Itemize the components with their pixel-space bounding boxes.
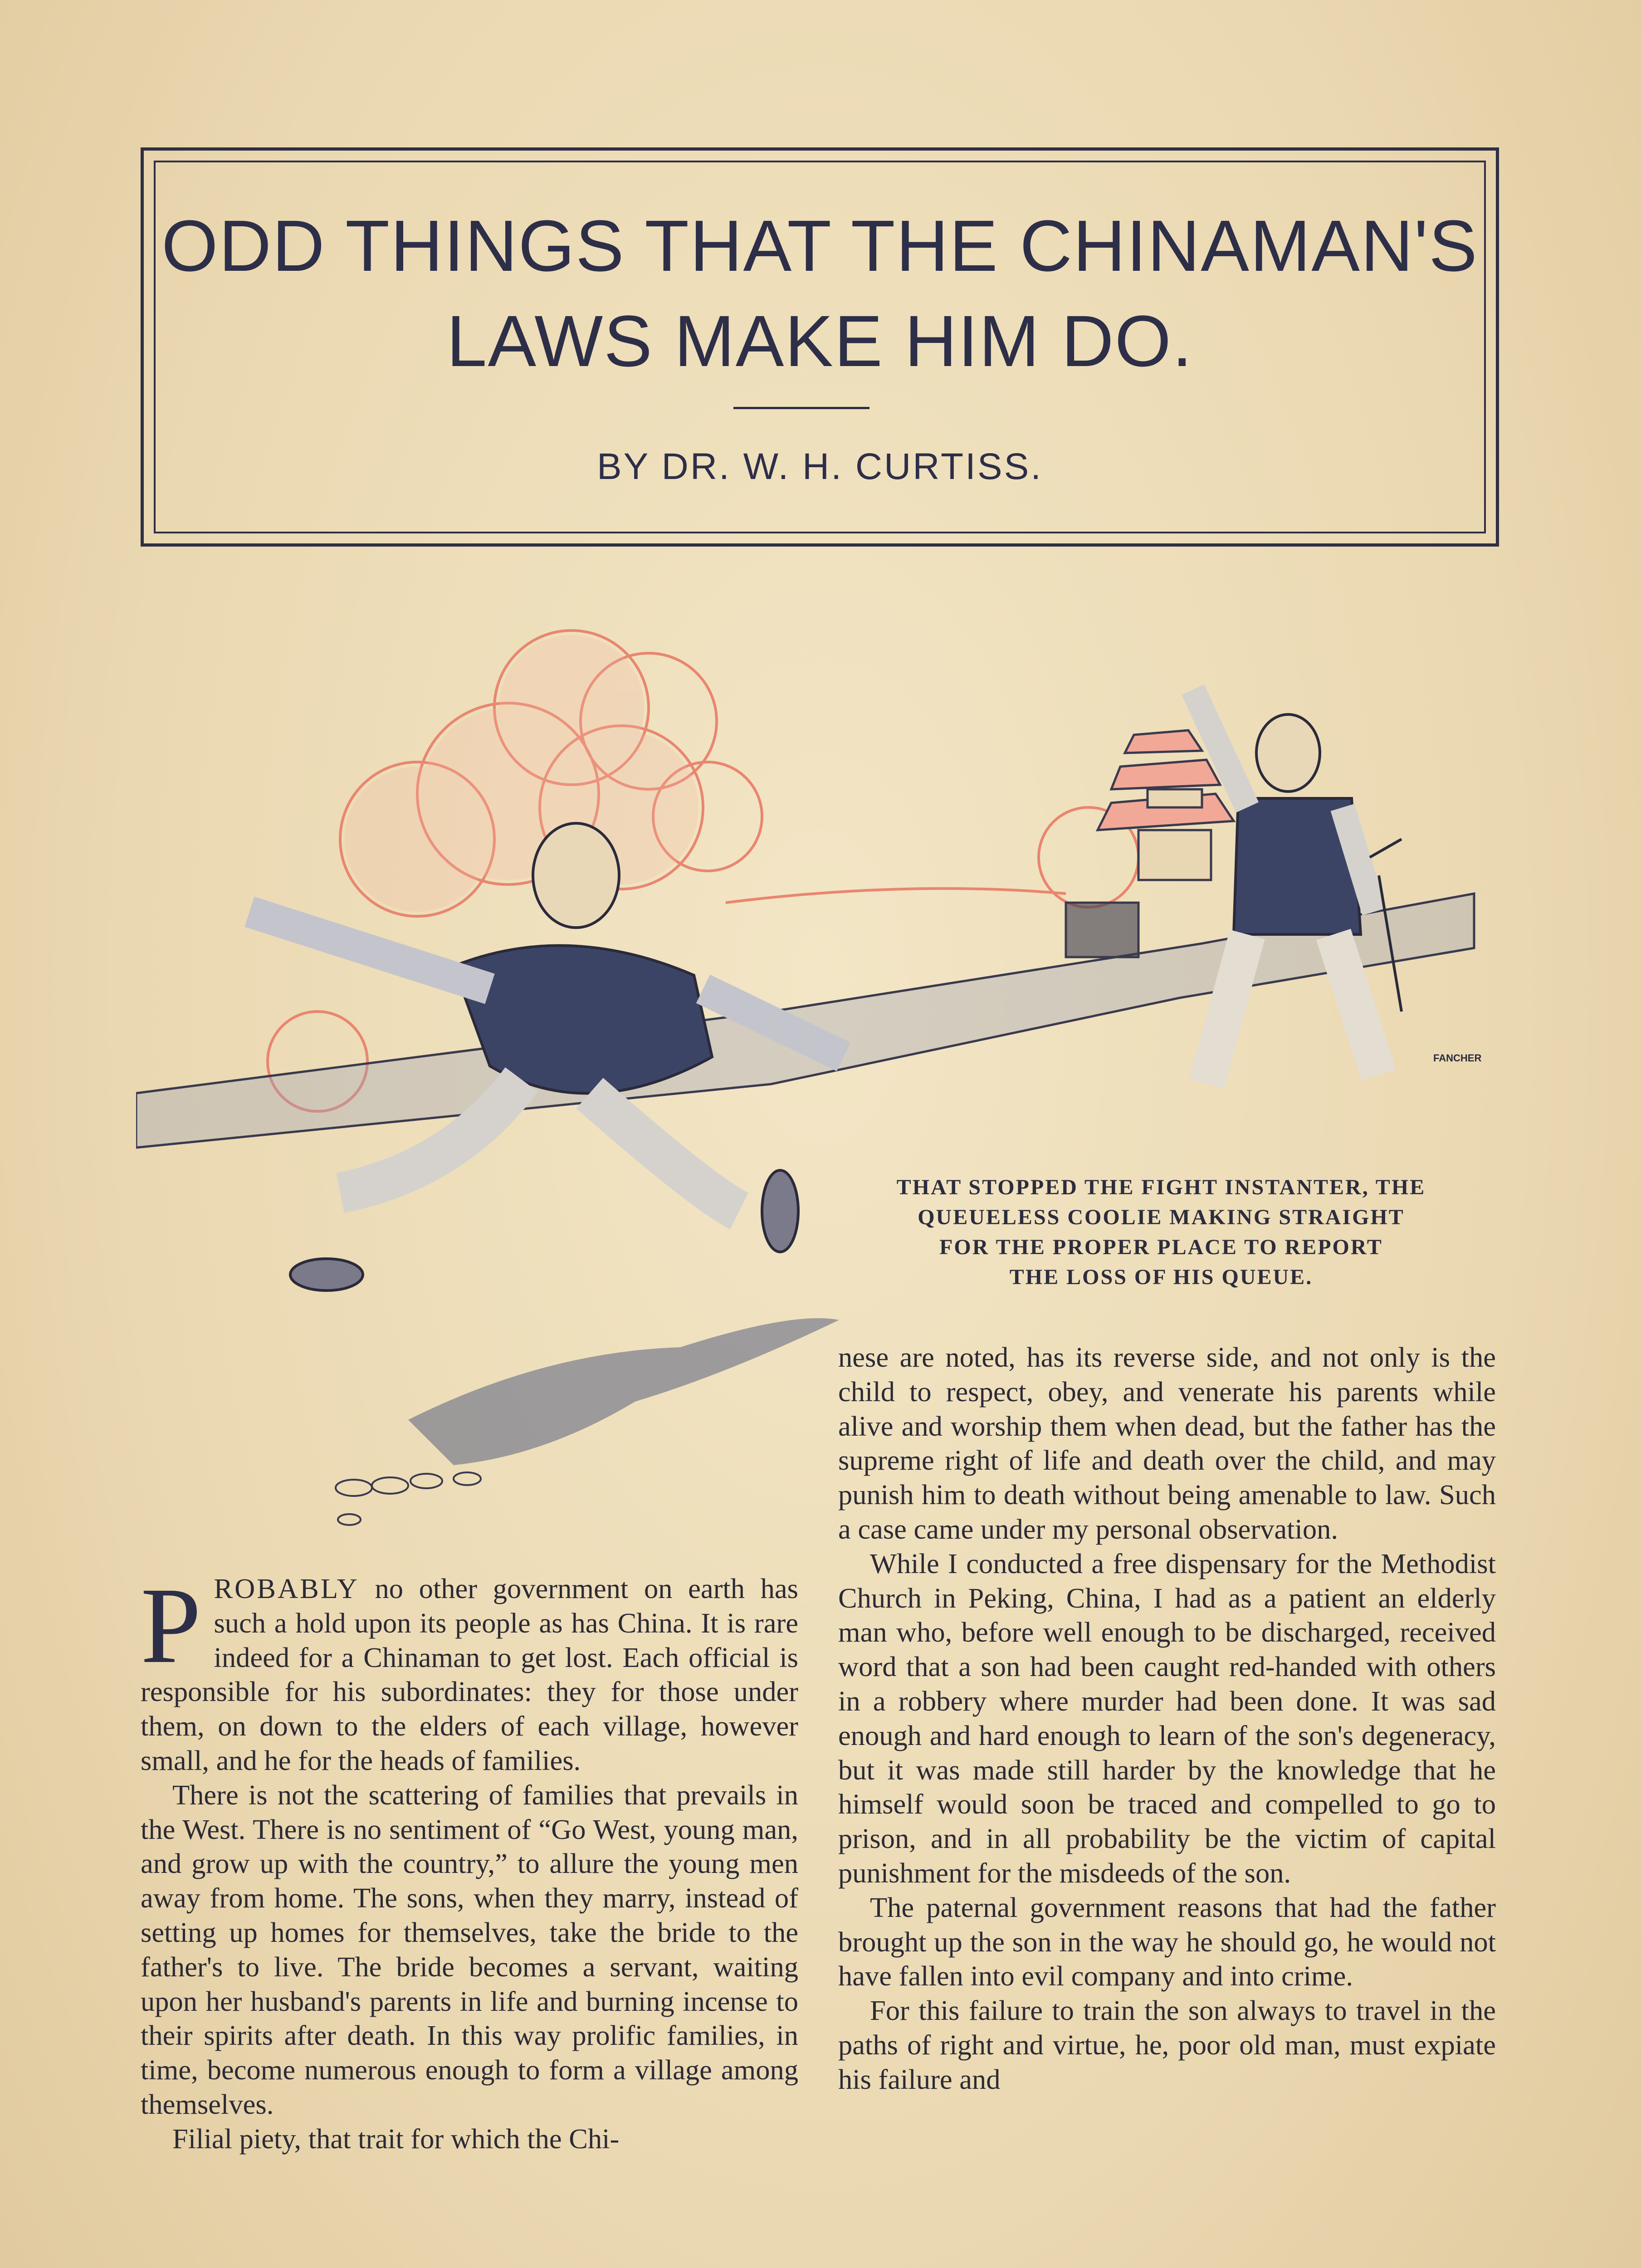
artist-signature: FANCHER	[1433, 1052, 1482, 1064]
title-divider	[733, 407, 869, 409]
caption-line: THE LOSS OF HIS QUEUE.	[1009, 1265, 1313, 1289]
running-man-shadow	[408, 1318, 839, 1465]
drop-cap: P	[141, 1565, 201, 1686]
body-column-right	[838, 1340, 1496, 2097]
caption-line: FOR THE PROPER PLACE TO REPORT	[939, 1235, 1383, 1259]
title-line-2: LAWS MAKE HIM DO.	[446, 300, 1193, 381]
paragraph: The paternal government reasons that had the father brought up the son in the way he should go, he would not have fallen into evil company and into crime.	[838, 1891, 1496, 1992]
illustration-caption	[848, 1173, 1474, 1292]
title-line-1: ODD THINGS THAT THE CHINAMAN'S	[161, 205, 1478, 286]
lead-word: ROBABLY	[214, 1573, 359, 1604]
paragraph	[141, 1565, 798, 1778]
title-box	[141, 147, 1499, 547]
body-column-left	[141, 1565, 798, 2156]
caption-line: QUEUELESS COOLIE MAKING STRAIGHT	[918, 1205, 1405, 1229]
paragraph-text: no other government on earth has such a hold upon its people as has China. It is rare indeed for a Chinaman to get lost. Each official is responsible for his subordinates: they for those under them, on down to the elders of each village, however small, and he for the heads of families.	[141, 1573, 798, 1776]
stones	[336, 1472, 481, 1525]
article-title	[144, 198, 1496, 389]
paragraph: There is not the scattering of families that prevails in the West. There is no sentiment of “Go West, young man, and grow up with the country,” to allure the young men away from home. The sons, when they marry, instead of setting up homes for themselves, take the bride to the father's to live. The bride becomes a servant, waiting upon her husband's parents in life and burning incense to their spirits after death. In this way prolific families, in time, become numerous enough to form a village among themselves.	[141, 1779, 798, 2120]
caption-line: THAT STOPPED THE FIGHT INSTANTER, THE	[896, 1175, 1426, 1199]
standing-man	[1193, 689, 1402, 1084]
paragraph: While I conducted a free dispensary for the Methodist Church in Peking, China, I had as a patient an elderly man who, before well enough to be discharged, received word that a son had been caught red-handed with others in a robbery where murder had been done. It was sad enough and hard enough to learn of the son's degeneracy, but it was made still harder by the knowledge that he himself would soon be traced and compelled to go to prison, and in all probability be the victim of capital punishment for the misdeeds of the son.	[838, 1547, 1496, 1889]
byline: BY DR. W. H. CURTISS.	[596, 446, 1043, 487]
paragraph: Filial piety, that trait for which the Chi-	[172, 2122, 620, 2155]
paragraph: For this failure to train the son always to travel in the paths of right and virtue, he, poor old man, must expiate his failure and	[838, 1994, 1496, 2095]
paragraph: nese are noted, has its reverse side, and not only is the child to respect, obey, and venerate his parents while alive and worship them when dead, but the father has the supreme right of life and death over the child, and may punish him to death without being amenable to law. Such a case came under my personal observation.	[838, 1341, 1496, 1545]
smoke-fill	[345, 635, 698, 912]
